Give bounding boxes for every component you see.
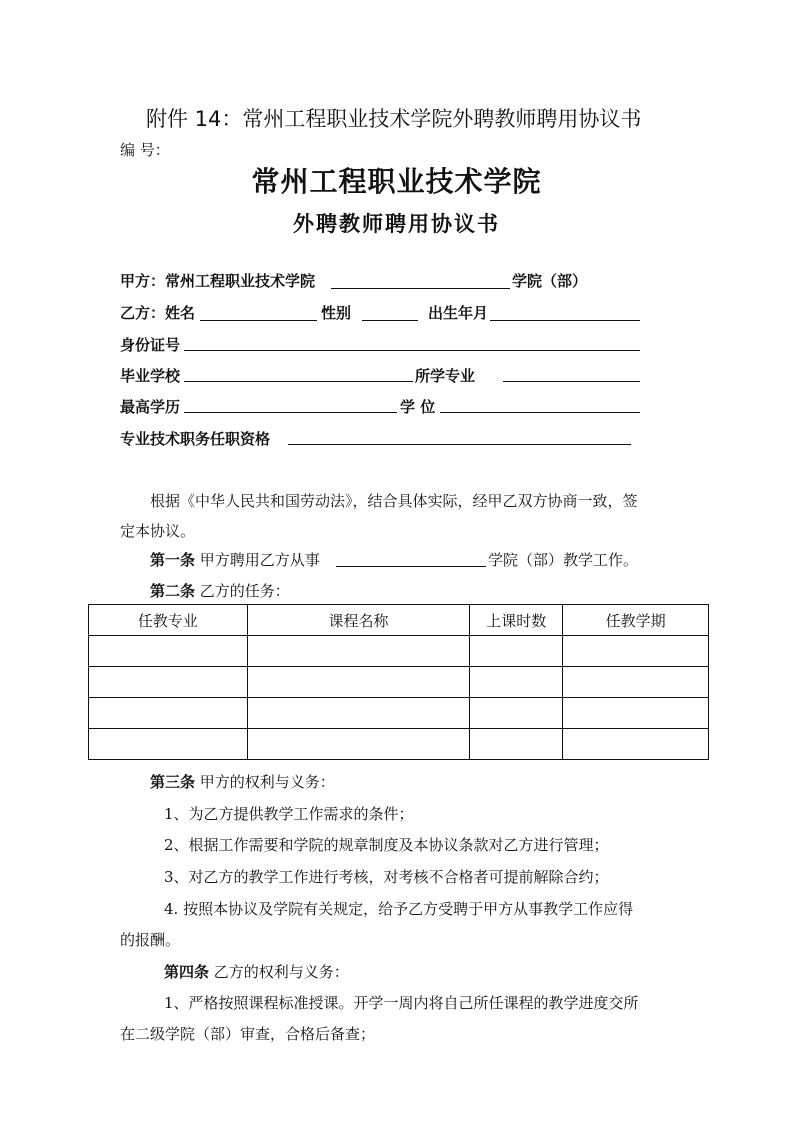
table-cell[interactable]: [470, 698, 563, 729]
article-1-text-a: 甲方聘用乙方从事: [199, 551, 320, 569]
qualification-field[interactable]: [288, 444, 631, 445]
table-cell[interactable]: [563, 667, 709, 698]
gender-label: 性别: [321, 304, 352, 322]
column-header: 上课时数: [470, 605, 563, 636]
intro-line-2: 定本协议。: [120, 522, 196, 540]
column-header: 任教学期: [563, 605, 709, 636]
school-field[interactable]: [184, 381, 413, 382]
party-a-label: 甲方：常州工程职业技术学院: [120, 272, 316, 290]
attachment-title: 附件 14：常州工程职业技术学院外聘教师聘用协议书: [146, 107, 642, 131]
table-row: [89, 698, 709, 729]
table-cell[interactable]: [563, 636, 709, 667]
major-label: 所学专业: [415, 367, 476, 385]
article-1-department-field[interactable]: [336, 566, 486, 567]
school-label: 毕业学校: [120, 367, 181, 385]
birth-date-label: 出生年月: [428, 304, 489, 322]
column-header: 课程名称: [247, 605, 470, 636]
article-3-heading: 第三条: [150, 773, 196, 791]
table-cell[interactable]: [89, 698, 248, 729]
table-cell[interactable]: [247, 667, 470, 698]
page-title: 常州工程职业技术学院: [251, 165, 542, 198]
table-cell[interactable]: [89, 636, 248, 667]
article-3-text: 甲方的权利与义务：: [199, 773, 335, 791]
tasks-table: [88, 604, 709, 760]
article-3: [150, 771, 335, 792]
article-3-item: 4. 按照本协议及学院有关规定，给予乙方受聘于甲方从事教学工作应得: [164, 900, 634, 918]
table-cell[interactable]: [563, 698, 709, 729]
article-1-heading: 第一条: [150, 551, 196, 569]
article-4-text: 乙方的权利与义务：: [213, 963, 349, 981]
degree-label: 学 位: [400, 398, 436, 416]
table-cell[interactable]: [470, 667, 563, 698]
article-4-heading: 第四条: [164, 963, 210, 981]
table-row: [89, 636, 709, 667]
article-2-heading: 第二条: [150, 582, 196, 600]
table-row: [89, 667, 709, 698]
article-4-item: 1、严格按照课程标准授课。开学一周内将自己所任课程的教学进度交所: [164, 994, 639, 1012]
id-number-label: 身份证号: [120, 336, 181, 354]
table-header-row: [89, 605, 709, 636]
degree-field[interactable]: [440, 412, 640, 413]
id-number-field[interactable]: [184, 350, 640, 351]
table-cell[interactable]: [247, 729, 470, 760]
gender-field[interactable]: [362, 320, 418, 321]
article-3-item-continued: 的报酬。: [120, 931, 181, 949]
name-field[interactable]: [200, 320, 317, 321]
table-row: [89, 729, 709, 760]
party-a-suffix: 学院（部）: [512, 272, 588, 290]
education-label: 最高学历: [120, 398, 181, 416]
article-1: [150, 549, 320, 570]
education-field[interactable]: [184, 412, 397, 413]
intro-line-1: 根据《中华人民共和国劳动法》，结合具体实际，经甲乙双方协商一致，签: [150, 492, 638, 510]
article-3-item: 2、根据工作需要和学院的规章制度及本协议条款对乙方进行管理；: [164, 836, 609, 854]
table-cell[interactable]: [89, 729, 248, 760]
article-4-item-continued: 在二级学院（部）审查，合格后备查；: [120, 1025, 376, 1043]
article-1-text-b: 学院（部）教学工作。: [488, 551, 639, 569]
document-number-label: 编 号：: [120, 141, 170, 159]
table-cell[interactable]: [247, 636, 470, 667]
table-cell[interactable]: [563, 729, 709, 760]
major-field[interactable]: [503, 381, 640, 382]
table-cell[interactable]: [247, 698, 470, 729]
column-header: 任教专业: [89, 605, 248, 636]
party-a-department-field[interactable]: [331, 288, 510, 289]
table-cell[interactable]: [470, 636, 563, 667]
article-2: [150, 580, 290, 601]
table-cell[interactable]: [470, 729, 563, 760]
page-subtitle: 外聘教师聘用协议书: [293, 212, 500, 236]
qualification-label: 专业技术职务任职资格: [120, 430, 271, 448]
article-2-text: 乙方的任务：: [199, 582, 290, 600]
table-cell[interactable]: [89, 667, 248, 698]
article-3-item: 3、对乙方的教学工作进行考核，对考核不合格者可提前解除合约；: [164, 868, 609, 886]
article-4: [164, 961, 349, 982]
article-3-item: 1、为乙方提供教学工作需求的条件；: [164, 805, 414, 823]
party-b-name-label: 乙方：姓名: [120, 304, 196, 322]
birth-date-field[interactable]: [490, 320, 640, 321]
